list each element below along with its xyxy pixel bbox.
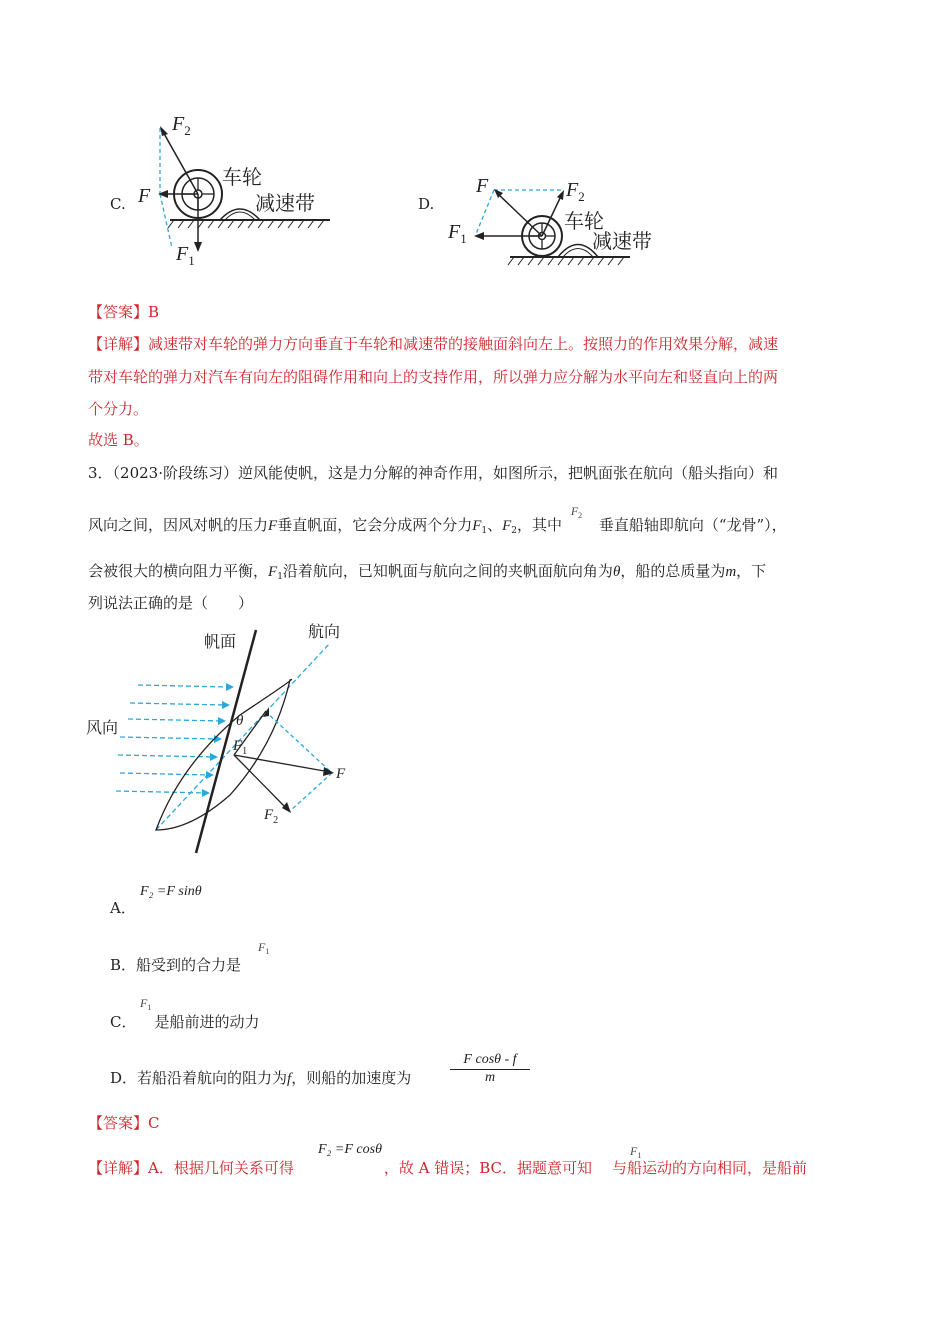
q3-line3: 会被很大的横向阻力平衡，$F_1$沿着航向，已知帆面与航向之间的夹帆面航向角为θ，船的总质量为m，下 <box>88 562 767 582</box>
q3-line4: 列说法正确的是（ ） <box>88 594 254 612</box>
theta-label: θ <box>236 713 244 729</box>
option-d-label: D. <box>418 195 435 213</box>
d-f2-label: $F_2$ <box>566 179 585 204</box>
option-b: B．船受到的合力是 <box>110 956 242 974</box>
option-d-fraction: F cosθ - f m <box>450 1052 530 1086</box>
detail-1-conclusion: 故选 B。 <box>88 431 149 449</box>
detail-2-f1: $F_1$ <box>630 1144 642 1160</box>
answer-2: 【答案】C <box>88 1114 160 1132</box>
sail-f2-label: $F_2$ <box>264 807 279 826</box>
c-wheel-label: 车轮 <box>222 167 262 189</box>
d-wheel-label: 车轮 <box>564 211 604 233</box>
option-b-f1: $F_1$ <box>258 940 270 956</box>
c-bump-label: 减速带 <box>255 193 315 215</box>
sail-surface-label: 帆面 <box>204 634 237 651</box>
option-a-label: A． <box>110 899 136 917</box>
detail-1-line2: 带对车轮的弹力对汽车有向左的阻碍作用和向上的支持作用，所以弹力应分解为水平向左和竖直向上的两 <box>88 368 779 386</box>
sail-force-diagram <box>80 615 370 860</box>
q3-line2: 风向之间，因风对帆的压力F垂直帆面，它会分成两个分力$F_1$、$F_2$，其中 $F_2$ 垂直船轴即航向（“龙骨”）， <box>88 504 787 536</box>
d-f1-label: $F_1$ <box>448 221 467 246</box>
heading-label: 航向 <box>308 624 341 641</box>
option-c-text: C． 是船前进的动力 <box>110 1013 260 1031</box>
detail-2: 【详解】A．根据几何关系可得 ，故 A 错误；BC．据题意可知 与船运动的方向相同，是船前 <box>88 1159 808 1177</box>
option-d-text: D．若船沿着航向的阻力为f，则船的加速度为 <box>110 1069 412 1087</box>
d-f-label: F <box>476 175 489 197</box>
figure-d-wheel-forces <box>440 170 680 270</box>
option-a-formula: F₂ =F sinθ <box>140 884 202 899</box>
sail-f1-label: $F_1$ <box>233 738 248 757</box>
d-bump-label: 减速带 <box>592 231 652 253</box>
detail-2-formula: F₂ =F cosθ <box>318 1142 382 1157</box>
q3-line1: 3．（2023·阶段练习）逆风能使帆，这是力分解的神奇作用，如图所示，把帆面张在航向（船头指向）和 <box>88 464 778 482</box>
option-c-label: C. <box>110 195 126 213</box>
wind-label: 风向 <box>86 720 119 737</box>
figure-c-wheel-forces <box>130 110 340 270</box>
sail-f-label: F <box>336 766 346 782</box>
answer-1: 【答案】B <box>88 303 160 321</box>
c-f-label: F <box>138 185 151 207</box>
c-f2-label: $F_2$ <box>172 113 191 138</box>
detail-1-line3: 个分力。 <box>88 400 149 418</box>
c-f1-label: $F_1$ <box>176 243 195 268</box>
detail-1-line1: 【详解】减速带对车轮的弹力方向垂直于车轮和减速带的接触面斜向左上。按照力的作用效果分解，减速 <box>88 335 779 353</box>
option-c-f1: $F_1$ <box>140 996 152 1012</box>
